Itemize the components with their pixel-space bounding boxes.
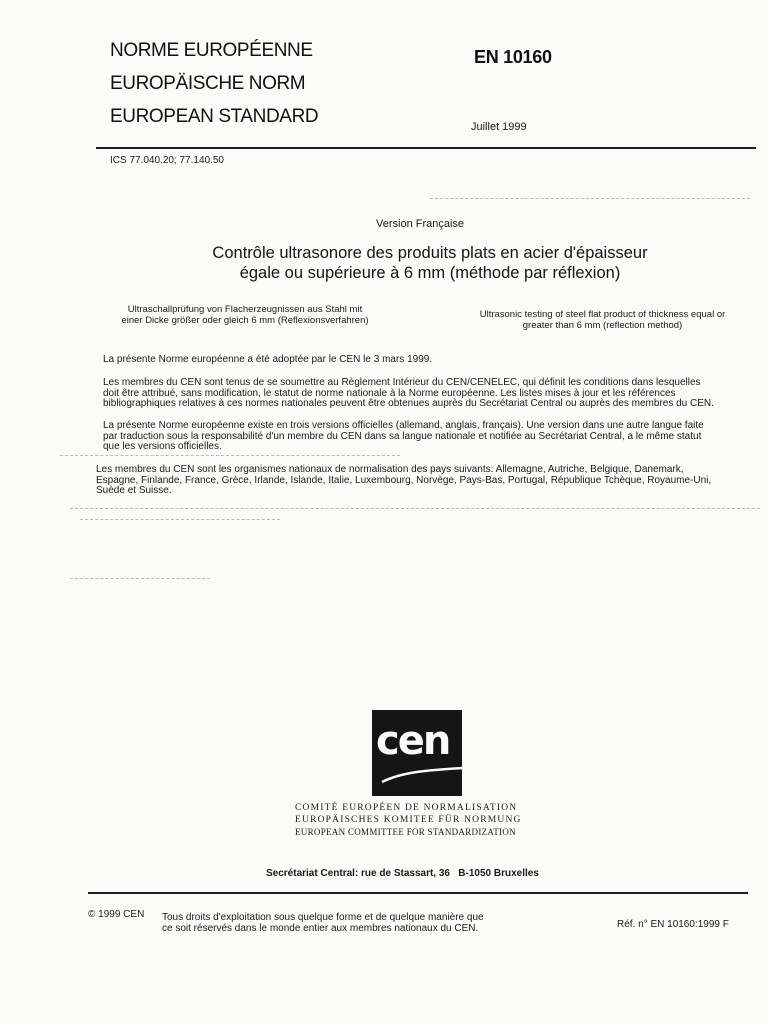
header-title-fr: NORME EUROPÉENNE	[110, 40, 313, 61]
header-title-en: EUROPEAN STANDARD	[110, 106, 319, 127]
version-label: Version Française	[376, 218, 465, 230]
paragraph-line: doit être attribué, sans modification, le statut de norme nationale à la Norme européenne. Les listes mises à jour et les références	[103, 387, 676, 399]
paragraph-obligations	[103, 378, 753, 410]
paragraph-adoption: La présente Norme européenne a été adoptée par le CEN le 3 mars 1999.	[103, 354, 433, 365]
document-title	[150, 243, 710, 283]
rights-line-2: ce soit réservés dans le monde entier aux membres nationaux du CEN.	[162, 922, 479, 934]
secretariat-address: Secrétariat Central: rue de Stassart, 36 B-1050 Bruxelles	[266, 868, 539, 879]
paragraph-line: par traduction sous la responsabilité d'un membre du CEN dans sa langue nationale et notifiée au Secrétariat Central, a le même statut	[103, 430, 702, 442]
paragraph-line: Les membres du CEN sont tenus de se soumettre au Règlement Intérieur du CEN/CENELEC, qui définit les conditions dans lesquelles	[103, 377, 701, 388]
org-name-de: EUROPÄISCHES KOMITEE FÜR NORMUNG	[295, 815, 522, 825]
title-german-line-1: Ultraschallprüfung von Flacherzeugnissen aus Stahl mit	[127, 304, 363, 315]
paragraph-line: Les membres du CEN sont les organismes nationaux de normalisation des pays suivants: Allemagne, Autriche, Belgique, Danemark,	[96, 464, 684, 475]
title-german	[100, 304, 390, 326]
document-reference: Réf. n° EN 10160:1999 F	[617, 919, 729, 930]
cen-logo-swoosh	[382, 768, 462, 782]
title-english-line-1: Ultrasonic testing of steel flat product of thickness equal or	[479, 309, 726, 320]
paragraph-line: bibliographiques relatives à ces normes nationales peuvent être obtenues auprès du Secrétariat Central ou auprès des membres du CEN.	[103, 398, 714, 409]
scan-artifact	[70, 508, 760, 509]
scan-artifact	[70, 578, 210, 579]
copyright: © 1999 CEN	[88, 909, 145, 920]
header-title-de: EUROPÄISCHE NORM	[110, 73, 306, 94]
paragraph-line: La présente Norme européenne existe en trois versions officielles (allemand, anglais, français). Une version dans une autre langue faite	[103, 420, 704, 431]
paragraph-members	[96, 465, 756, 497]
document-title-line-1: Contrôle ultrasonore des produits plats en acier d'épaisseur	[212, 244, 648, 262]
paragraph-line: Espagne, Finlande, France, Grèce, Irlande, Islande, Italie, Luxembourg, Norvège, Pays-Bas, Portugal, République Tchèque, Royaume-Uni,	[96, 474, 712, 486]
rights-statement	[162, 913, 522, 934]
title-english-line-2: greater than 6 mm (reflection method)	[522, 320, 683, 331]
standard-number: EN 10160	[474, 47, 552, 67]
header-rule	[96, 147, 756, 149]
paragraph-line: que les versions officielles.	[103, 441, 222, 452]
rights-line-1: Tous droits d'exploitation sous quelque forme et de quelque manière que	[162, 912, 484, 923]
cen-logo	[372, 710, 462, 796]
cen-logo-text: cen	[376, 718, 450, 764]
document-title-line-2: égale ou supérieure à 6 mm (méthode par réflexion)	[239, 264, 621, 282]
title-english	[450, 309, 755, 331]
publication-date: Juillet 1999	[471, 121, 527, 133]
title-german-line-2: einer Dicke größer oder gleich 6 mm (Reflexionsverfahren)	[121, 315, 369, 326]
paragraph-versions	[103, 421, 753, 453]
org-name-fr: COMITÉ EUROPÉEN DE NORMALISATION	[295, 803, 518, 813]
ics-codes: ICS 77.040.20; 77.140.50	[110, 155, 224, 166]
org-name-en: EUROPEAN COMMITTEE FOR STANDARDIZATION	[295, 827, 516, 837]
paragraph-line: Suède et Suisse.	[96, 485, 172, 496]
footer-rule	[88, 892, 748, 894]
scan-artifact	[80, 519, 280, 520]
scan-artifact	[430, 198, 750, 199]
scan-artifact	[60, 455, 400, 456]
